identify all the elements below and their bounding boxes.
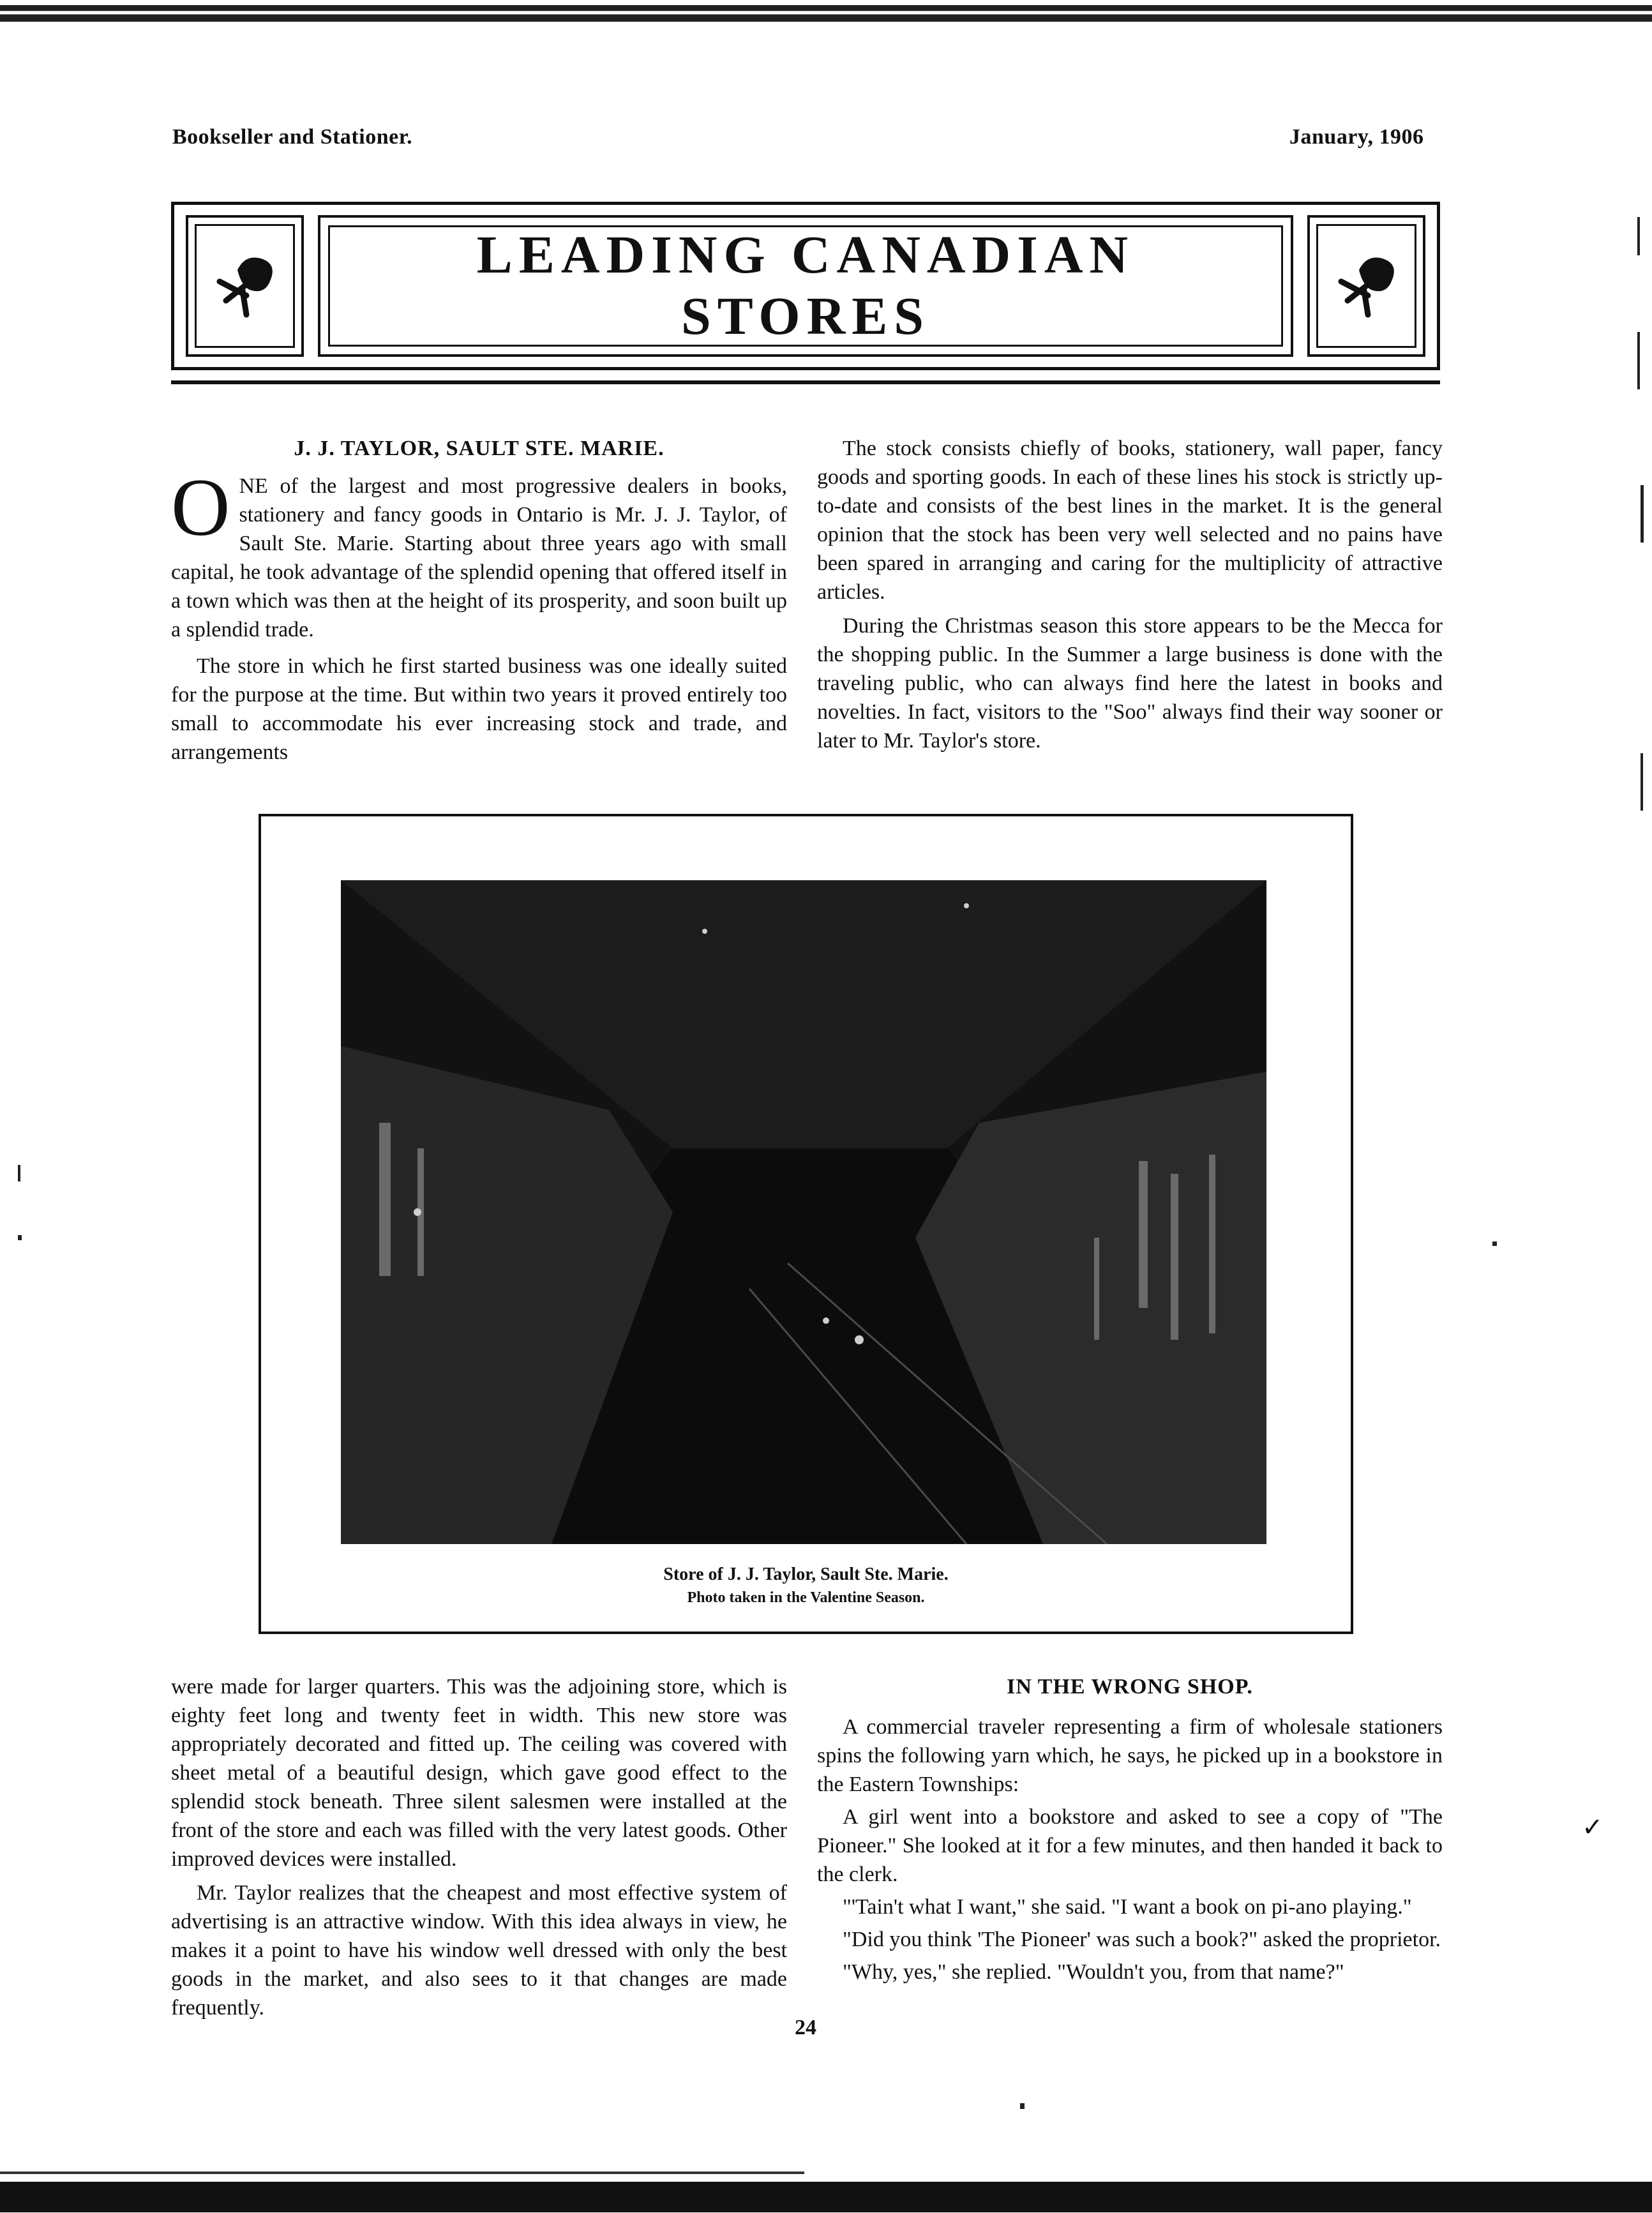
check-mark: ✓ [1582, 1813, 1603, 1842]
article-paragraph: During the Christmas season this store appears to be the Mecca for the shopping public. In the Summer a large business is done with the traveling public, who can always find here the latest in books and novelties. In fact, visitors to the "Soo" always find their way sooner or later to Mr. Taylor's store. [817, 614, 1443, 753]
scan-mark [18, 1165, 20, 1182]
bottom-thin-rule [0, 2172, 804, 2174]
article-paragraph: The store in which he first started business was one ideally suited for the purpose at the time. But within two years it proved entirely too small to accommodate his ever increasing stock and trade, and arrangements [171, 654, 787, 764]
scan-mark [1641, 485, 1644, 543]
scan-mark [1020, 2103, 1025, 2109]
bottom-border-rule [0, 2182, 1652, 2212]
article-right-column-bottom [817, 1672, 1443, 1986]
article-heading: J. J. TAYLOR, SAULT STE. MARIE. [294, 437, 665, 460]
article-paragraph: were made for larger quarters. This was the adjoining store, which is eighty feet long and twenty feet in width. This new store was appropriately decorated and fitted up. The ceiling was covered with sheet metal of a beautiful design, which gave good effect to the splendid stock beneath. Three silent salesmen were installed at the front of the store and each was filled with the very latest goods. Other improved devices were installed. [171, 1675, 787, 1871]
article2-heading: IN THE WRONG SHOP. [1007, 1675, 1253, 1699]
scan-mark [1641, 753, 1643, 811]
photo-frame [259, 814, 1353, 1634]
article-left-column-top [171, 434, 787, 767]
banner-title-line-2: STORES [681, 287, 930, 346]
article2-paragraph: "Why, yes," she replied. "Wouldn't you, from that name?" [843, 1960, 1344, 1984]
article2-paragraph: A girl went into a bookstore and asked to see a copy of "The Pioneer." She looked at it for a few minutes, and then handed it back to the clerk. [817, 1805, 1443, 1886]
photo-caption [261, 1563, 1351, 1609]
store-interior-image [341, 880, 1266, 1544]
banner-left-ornament-box [186, 215, 304, 357]
banner-title-box [318, 215, 1293, 357]
article2-paragraph: A commercial traveler representing a firm of wholesale stationers spins the following yarn which, he says, he picked up in a bookstore in the Eastern Townships: [817, 1715, 1443, 1796]
article-paragraph: ONE of the largest and most progressive dealers in books, stationery and fancy goods in Ontario is Mr. J. J. Taylor, of Sault Ste. Marie. Starting about three years ago with small capital, he took advantage of the splendid opening that offered itself in a town which was then at the height of its prosperity, and soon built up a splendid trade. [171, 462, 787, 641]
flower-ornament-icon [207, 251, 283, 321]
article-right-column-top [817, 434, 1443, 755]
running-head-publication: Bookseller and Stationer. [172, 125, 413, 149]
flower-ornament-icon [1328, 251, 1405, 321]
banner-underline [171, 380, 1440, 384]
article-paragraph: The stock consists chiefly of books, stationery, wall paper, fancy goods and sporting goods. In each of these lines his stock is strictly up-to-date and consists of the best lines in the market. It is the general opinion that the stock has been very well selected and no pains have been spared in arranging and caring for the multiplicity of attractive articles. [817, 437, 1443, 604]
banner [171, 202, 1440, 370]
article-left-column-bottom [171, 1672, 787, 2022]
photo-caption-subtitle: Photo taken in the Valentine Season. [687, 1589, 925, 1606]
drop-cap: O [171, 462, 230, 553]
banner-title-line-1: LEADING CANADIAN [476, 225, 1135, 285]
scan-mark [1637, 332, 1640, 389]
article-paragraph: Mr. Taylor realizes that the cheapest and most effective system of advertising is an attractive window. With this idea always in view, he makes it a point to have his window well dressed with only the best goods in the market, and also sees to it that changes are made frequently. [171, 1881, 787, 2020]
top-border-rule [0, 5, 1652, 22]
store-interior-photo [341, 880, 1266, 1544]
article2-paragraph: "'Tain't what I want," she said. "I want a book on pi-ano playing." [843, 1895, 1412, 1919]
article2-paragraph: "Did you think 'The Pioneer' was such a book?" asked the proprietor. [843, 1928, 1441, 1951]
scan-mark [18, 1235, 22, 1240]
scan-mark [1492, 1242, 1497, 1246]
page-number: 24 [795, 2016, 816, 2039]
running-head-date: January, 1906 [1289, 125, 1424, 149]
scan-mark [1637, 217, 1640, 255]
photo-caption-title: Store of J. J. Taylor, Sault Ste. Marie. [663, 1564, 949, 1584]
banner-right-ornament-box [1307, 215, 1425, 357]
